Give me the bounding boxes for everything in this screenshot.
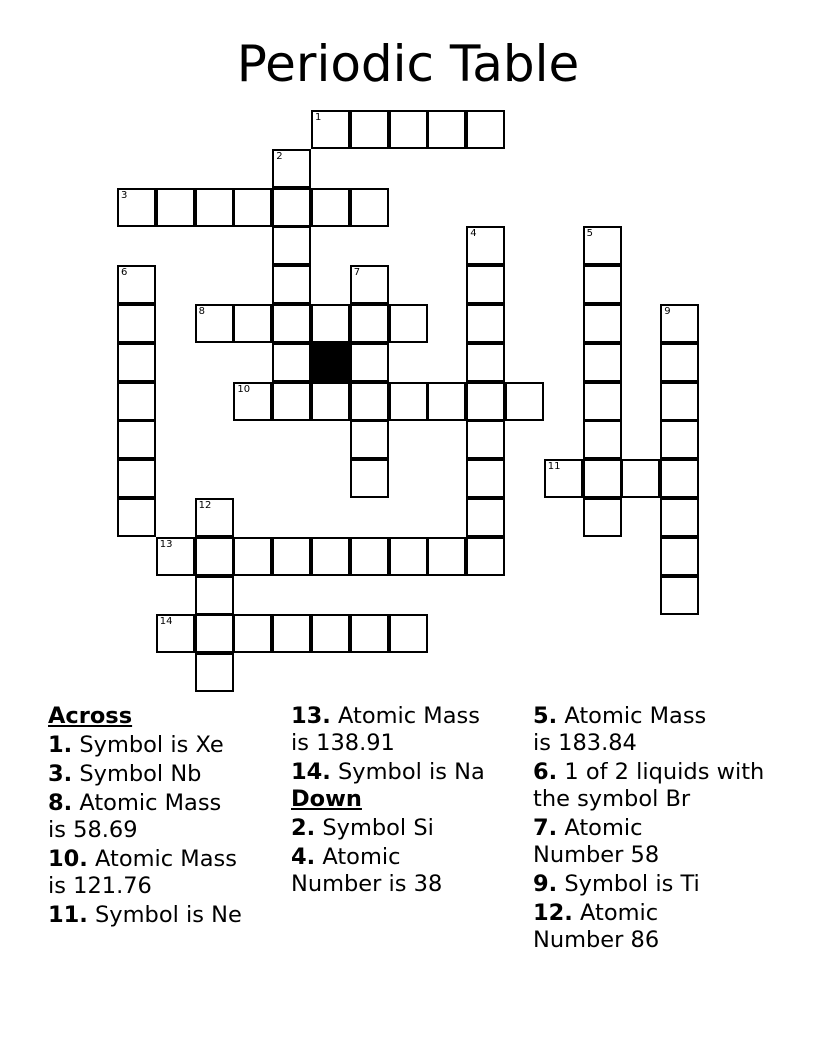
clue-across-8 bbox=[48, 790, 238, 844]
clue-text: Atomic Mass is 183.84 bbox=[533, 703, 707, 756]
grid-cell[interactable] bbox=[505, 382, 544, 421]
clue-text: Symbol is Ti bbox=[564, 871, 700, 897]
grid-cell[interactable] bbox=[466, 498, 505, 537]
clue-across-10 bbox=[48, 846, 253, 900]
grid-cell[interactable] bbox=[583, 420, 622, 459]
grid-cell[interactable] bbox=[117, 343, 156, 382]
clue-number-label: 5 bbox=[586, 228, 593, 240]
grid-cell[interactable] bbox=[466, 459, 505, 498]
clue-number-label: 14 bbox=[159, 616, 173, 628]
grid-cell[interactable] bbox=[466, 343, 505, 382]
clue-text: Atomic Number 58 bbox=[533, 815, 660, 868]
puzzle-title: Periodic Table bbox=[236, 35, 580, 93]
grid-cell[interactable] bbox=[350, 188, 389, 227]
clue-number-label: 12 bbox=[198, 500, 212, 511]
grid-cell[interactable] bbox=[117, 188, 156, 227]
grid-block bbox=[311, 343, 350, 382]
clue-number: 7. bbox=[533, 815, 558, 841]
crossword-grid bbox=[117, 110, 699, 692]
grid-cell[interactable] bbox=[117, 265, 156, 304]
grid-cell[interactable] bbox=[195, 537, 234, 576]
grid-cell[interactable] bbox=[233, 614, 272, 653]
clue-number-label: 7 bbox=[353, 267, 361, 279]
clue-across-1 bbox=[48, 732, 288, 759]
clue-down-12 bbox=[533, 900, 673, 954]
grid-cell[interactable] bbox=[195, 653, 234, 692]
clue-number: 2. bbox=[291, 815, 316, 841]
grid-cell[interactable] bbox=[350, 614, 389, 653]
grid-cell[interactable] bbox=[311, 614, 350, 653]
across-heading: Across bbox=[48, 703, 133, 729]
clue-text: Atomic Mass is 121.76 bbox=[48, 846, 237, 899]
clue-across-3 bbox=[48, 761, 288, 788]
clue-down-7 bbox=[533, 815, 673, 869]
clue-column-3 bbox=[533, 703, 773, 954]
grid-cell[interactable] bbox=[389, 537, 428, 576]
clue-number-label: 3 bbox=[121, 189, 128, 201]
clue-number: 6. bbox=[533, 759, 558, 785]
clue-column-1 bbox=[48, 703, 288, 929]
grid-cell[interactable] bbox=[233, 537, 272, 576]
grid-cell[interactable] bbox=[156, 614, 195, 653]
grid-cell[interactable] bbox=[389, 304, 428, 343]
grid-cell[interactable] bbox=[583, 226, 622, 265]
grid-cell[interactable] bbox=[466, 226, 505, 265]
grid-cell[interactable] bbox=[427, 382, 466, 421]
grid-cell[interactable] bbox=[233, 188, 272, 227]
grid-cell[interactable] bbox=[427, 110, 466, 149]
grid-cell[interactable] bbox=[466, 537, 505, 576]
grid-cell[interactable] bbox=[272, 614, 311, 653]
grid-cell[interactable] bbox=[660, 459, 699, 498]
clue-number: 8. bbox=[48, 790, 73, 816]
grid-cell[interactable] bbox=[195, 576, 234, 615]
grid-cell[interactable] bbox=[272, 304, 311, 343]
clue-number-label: 10 bbox=[237, 383, 251, 395]
grid-cell[interactable] bbox=[233, 382, 272, 421]
grid-cell[interactable] bbox=[350, 110, 389, 149]
clue-number-label: 13 bbox=[159, 538, 173, 550]
clue-text: Symbol Nb bbox=[79, 761, 202, 787]
clue-number: 10. bbox=[48, 846, 88, 872]
grid-cell[interactable] bbox=[660, 343, 699, 382]
grid-cell[interactable] bbox=[583, 343, 622, 382]
grid-cell[interactable] bbox=[272, 188, 311, 227]
grid-cell[interactable] bbox=[660, 420, 699, 459]
clue-number-label: 1 bbox=[315, 112, 322, 123]
clue-number-label: 2 bbox=[276, 150, 283, 162]
clue-down-6 bbox=[533, 759, 773, 813]
grid-cell[interactable] bbox=[660, 576, 699, 615]
grid-cell[interactable] bbox=[466, 110, 505, 149]
clue-text: Symbol is Na bbox=[338, 759, 485, 785]
clue-text: Atomic Number 86 bbox=[533, 900, 660, 953]
clue-number: 14. bbox=[291, 759, 331, 785]
grid-cell[interactable] bbox=[583, 304, 622, 343]
clue-column-2 bbox=[291, 703, 531, 898]
grid-cell[interactable] bbox=[195, 304, 234, 343]
grid-cell[interactable] bbox=[389, 110, 428, 149]
clue-number-label: 11 bbox=[547, 461, 561, 473]
clue-number: 3. bbox=[48, 761, 73, 787]
grid-cell[interactable] bbox=[466, 420, 505, 459]
grid-cell[interactable] bbox=[544, 459, 583, 498]
clue-text: 1 of 2 liquids with the symbol Br bbox=[533, 759, 765, 812]
grid-cell[interactable] bbox=[156, 537, 195, 576]
grid-cell[interactable] bbox=[583, 498, 622, 537]
grid-cell[interactable] bbox=[466, 265, 505, 304]
grid-cell[interactable] bbox=[660, 498, 699, 537]
grid-cell[interactable] bbox=[117, 420, 156, 459]
grid-cell[interactable] bbox=[311, 110, 350, 149]
grid-cell[interactable] bbox=[311, 304, 350, 343]
grid-cell[interactable] bbox=[117, 382, 156, 421]
grid-cell[interactable] bbox=[117, 498, 156, 537]
clue-number-label: 4 bbox=[470, 228, 477, 240]
grid-cell[interactable] bbox=[660, 382, 699, 421]
grid-cell[interactable] bbox=[427, 537, 466, 576]
grid-cell[interactable] bbox=[350, 420, 389, 459]
grid-cell[interactable] bbox=[350, 343, 389, 382]
grid-cell[interactable] bbox=[272, 149, 311, 188]
grid-cell[interactable] bbox=[311, 188, 350, 227]
clue-text: Atomic Mass is 138.91 bbox=[291, 703, 480, 756]
grid-cell[interactable] bbox=[350, 265, 389, 304]
clue-text: Symbol Si bbox=[322, 815, 434, 841]
clue-down-9 bbox=[533, 871, 773, 898]
grid-cell[interactable] bbox=[389, 614, 428, 653]
clue-number: 4. bbox=[291, 844, 316, 870]
grid-cell[interactable] bbox=[117, 459, 156, 498]
clue-number: 11. bbox=[48, 902, 88, 928]
grid-cell[interactable] bbox=[195, 498, 234, 537]
clue-text: Atomic Mass is 58.69 bbox=[48, 790, 222, 843]
down-heading: Down bbox=[291, 786, 362, 812]
clue-across-14 bbox=[291, 759, 531, 786]
clue-number: 9. bbox=[533, 871, 558, 897]
clue-number-label: 6 bbox=[121, 267, 128, 279]
clue-number-label: 8 bbox=[198, 306, 205, 317]
grid-cell[interactable] bbox=[272, 382, 311, 421]
clue-number: 13. bbox=[291, 703, 331, 729]
grid-cell[interactable] bbox=[311, 537, 350, 576]
grid-cell[interactable] bbox=[156, 188, 195, 227]
clue-down-2 bbox=[291, 815, 531, 842]
grid-cell[interactable] bbox=[272, 343, 311, 382]
grid-cell[interactable] bbox=[660, 304, 699, 343]
grid-cell[interactable] bbox=[466, 304, 505, 343]
grid-cell[interactable] bbox=[350, 304, 389, 343]
clue-text: Symbol is Xe bbox=[79, 732, 224, 758]
grid-cell[interactable] bbox=[660, 537, 699, 576]
grid-cell[interactable] bbox=[272, 265, 311, 304]
grid-cell[interactable] bbox=[311, 382, 350, 421]
grid-cell[interactable] bbox=[389, 382, 428, 421]
clue-text: Atomic Number is 38 bbox=[291, 844, 443, 897]
grid-cell[interactable] bbox=[350, 459, 389, 498]
grid-cell[interactable] bbox=[233, 304, 272, 343]
grid-cell[interactable] bbox=[272, 226, 311, 265]
clue-number: 1. bbox=[48, 732, 73, 758]
clue-number: 12. bbox=[533, 900, 573, 926]
grid-cell[interactable] bbox=[583, 459, 622, 498]
grid-cell[interactable] bbox=[195, 614, 234, 653]
grid-cell[interactable] bbox=[272, 537, 311, 576]
clue-number: 5. bbox=[533, 703, 558, 729]
grid-cell[interactable] bbox=[466, 382, 505, 421]
grid-cell[interactable] bbox=[195, 188, 234, 227]
clue-across-13 bbox=[291, 703, 496, 757]
grid-cell[interactable] bbox=[350, 537, 389, 576]
grid-cell[interactable] bbox=[583, 382, 622, 421]
clue-text: Symbol is Ne bbox=[95, 902, 242, 928]
grid-cell[interactable] bbox=[117, 304, 156, 343]
clue-down-4 bbox=[291, 844, 461, 898]
grid-cell[interactable] bbox=[350, 382, 389, 421]
grid-cell[interactable] bbox=[621, 459, 660, 498]
clue-across-11 bbox=[48, 902, 288, 929]
clue-down-5 bbox=[533, 703, 723, 757]
clue-number-label: 9 bbox=[664, 306, 671, 317]
grid-cell[interactable] bbox=[583, 265, 622, 304]
